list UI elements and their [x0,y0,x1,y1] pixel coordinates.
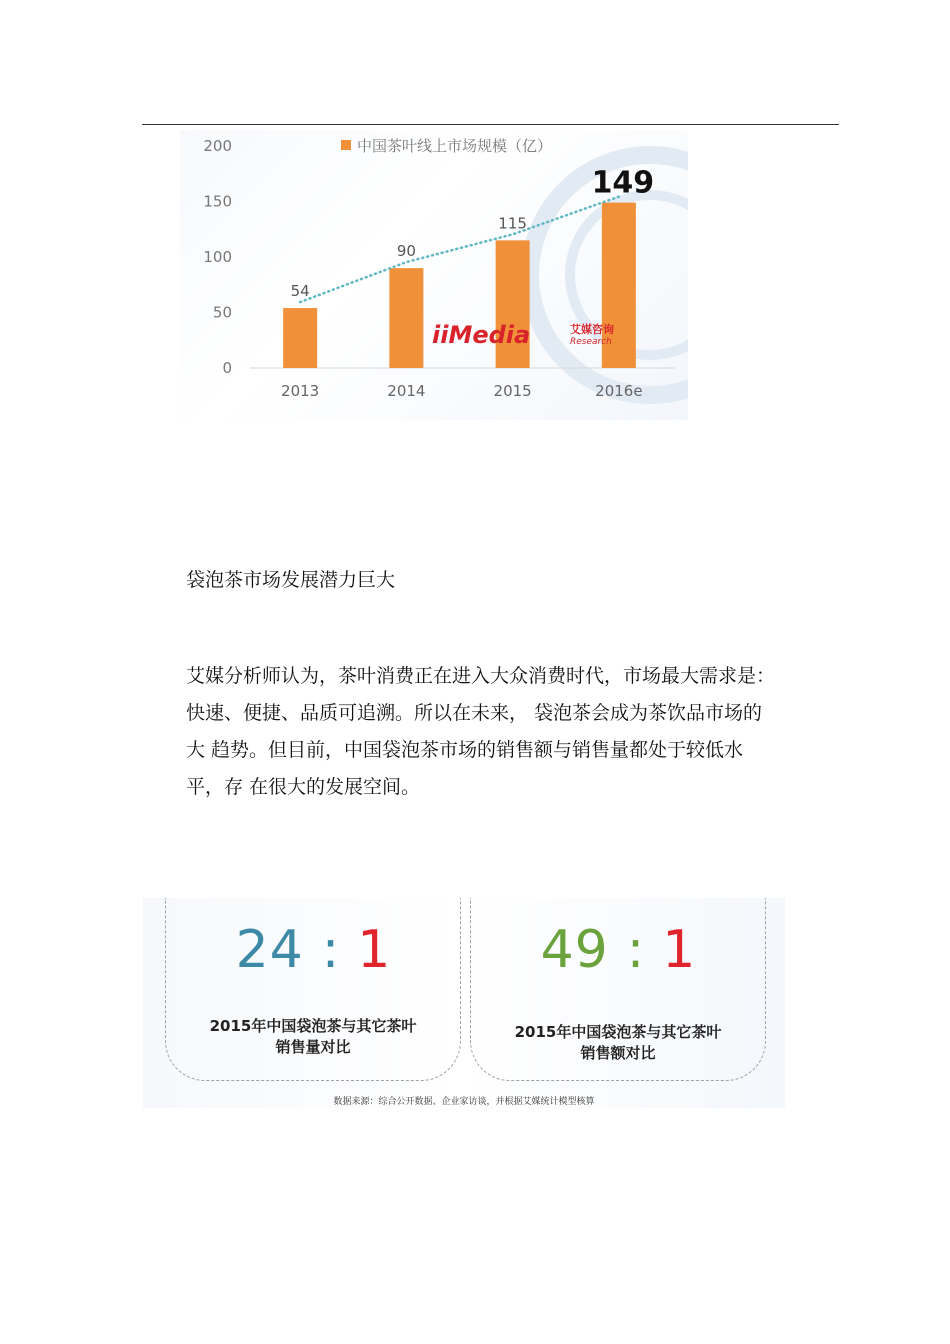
ratio-caption [166,1016,460,1058]
iimedia-watermark [432,321,614,349]
caption-line: 销售量对比 [275,1038,351,1056]
paragraph-line: 平，存 在很大的发展空间。 [186,776,421,798]
analysis-paragraph [186,658,826,806]
paragraph-line: 快速、便捷、品质可追溯。所以在未来， 袋泡茶会成为茶饮品市场的 [186,702,763,724]
data-label: 149 [591,165,655,201]
watermark-main: iiMedia [432,321,531,349]
caption-line: 2015年中国袋泡茶与其它茶叶 [514,1023,722,1041]
ratio-value [166,918,460,982]
ratio-separator: : [321,920,340,980]
ratio-comparison-figure [143,898,785,1108]
section-heading: 袋泡茶市场发展潜力巨大 [186,569,396,591]
source-note: 数据来源：综合公开数据、企业家访谈，并根据艾媒统计模型核算 [333,1097,595,1107]
watermark-en: Research [570,337,612,347]
data-label: 115 [498,214,527,233]
data-label: 90 [396,242,416,261]
market-size-chart [180,130,688,420]
x-tick-label: 2016e [595,382,643,400]
legend-label: 中国茶叶线上市场规模（亿） [357,137,553,155]
ratio-left-number: 24 [235,920,304,980]
x-tick-label: 2013 [281,382,320,400]
paragraph-line: 艾媒分析师认为，茶叶消费正在进入大众消费时代，市场最大需求是： [186,665,776,687]
caption-line: 2015年中国袋泡茶与其它茶叶 [209,1017,417,1035]
caption-line: 销售额对比 [580,1044,656,1062]
ratio-right-number: 1 [357,920,391,980]
ratio-left-number: 49 [540,920,609,980]
data-label: 54 [290,282,310,301]
y-tick-label: 200 [203,137,232,155]
sales-ratio-card [470,898,766,1081]
y-tick-label: 150 [203,192,232,211]
y-tick-label: 50 [212,303,232,322]
watermark-cn: 艾媒咨询 [570,323,614,336]
paragraph-line: 大 趋势。但目前，中国袋泡茶市场的销售额与销售量都处于较低水 [186,739,744,761]
x-tick-label: 2014 [387,382,426,400]
chart-canvas [180,130,688,420]
x-tick-label: 2015 [493,382,532,400]
y-tick-label: 0 [222,359,232,377]
bar [389,268,423,368]
y-tick-label: 100 [203,248,232,266]
legend-swatch [341,140,351,150]
ratio-value [471,918,765,982]
volume-ratio-card [165,898,461,1081]
bar [283,308,317,368]
top-divider [142,124,839,125]
ratio-separator: : [626,920,645,980]
ratio-caption [471,1022,765,1064]
ratio-right-number: 1 [662,920,696,980]
